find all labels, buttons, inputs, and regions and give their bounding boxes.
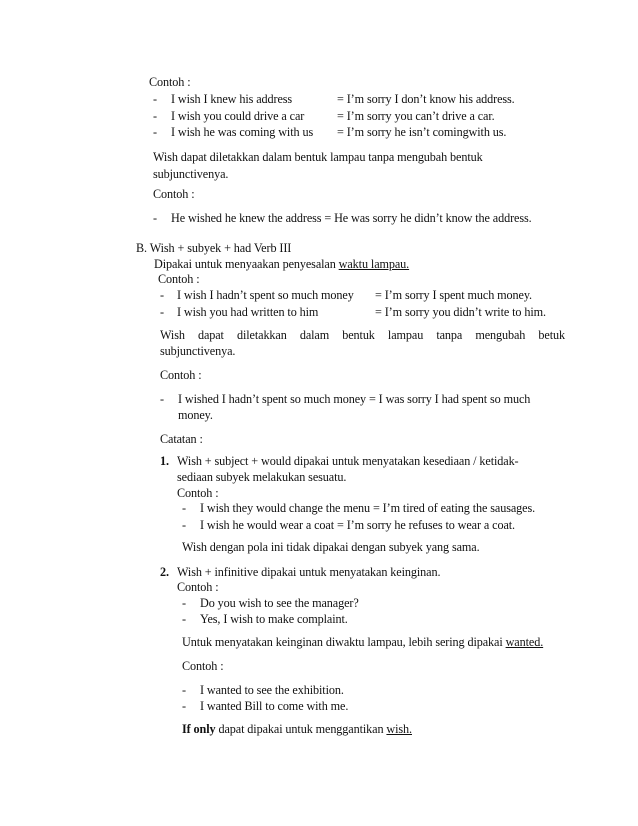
example-left: I wish I hadn’t spent so much money [177,288,354,302]
underlined-phrase: waktu lampau. [338,257,410,271]
example-sentence-cont: money. [178,408,213,422]
contoh-label: Contoh : [153,187,195,201]
contoh-label: Contoh : [177,486,219,500]
example-right: = I’m sorry you didn’t write to him. [375,305,546,319]
word: Wish [160,328,185,342]
word: betuk [538,328,565,342]
dash: - [160,305,164,319]
contoh-label: Contoh : [177,580,219,594]
catatan-title: Catatan : [160,432,203,446]
example-left: I wish you could drive a car [171,109,305,123]
dash: - [160,288,164,302]
example-sentence: I wanted Bill to come with me. [200,699,349,713]
word: lampau [387,328,424,342]
contoh-label: Contoh : [149,75,191,89]
note-text: Untuk menyatakan keinginan diwaktu lampau, lebih sering dipakai [182,635,506,649]
note-line: Wish dengan pola ini tidak dipakai dengan subyek yang sama. [182,540,480,554]
point-text: Wish + subject + would dipakai untuk menyatakan kesediaan / ketidak- [177,454,519,468]
word: tanpa [436,328,463,342]
dash: - [182,699,186,713]
contoh-label: Contoh : [182,659,224,673]
word: dapat [197,328,224,342]
note-line: Wish dapat diletakkan dalam bentuk lampau tanpa mengubah bentuk [153,150,483,164]
example-sentence: I wanted to see the exhibition. [200,683,344,697]
point-text: Wish + infinitive dipakai untuk menyatakan keinginan. [177,565,441,579]
example-sentence: I wish he would wear a coat = I’m sorry he refuses to wear a coat. [200,518,515,532]
dash: - [182,501,186,515]
example-left: I wish I knew his address [171,92,293,106]
example-left: I wish you had written to him [177,305,319,319]
underlined-word: wanted. [505,635,544,649]
section-heading: B. Wish + subyek + had Verb III [136,241,292,255]
example-right: = I’m sorry he isn’t comingwith us. [337,125,507,139]
description [154,257,409,271]
description-text: Dipakai untuk menyaakan penyesalan [154,257,339,271]
example-sentence: He wished he knew the address = He was sorry he didn’t know the address. [171,211,532,225]
dash: - [182,596,186,610]
final-note [182,722,412,736]
contoh-label: Contoh : [160,368,202,382]
example-right: = I’m sorry I don’t know his address. [337,92,515,106]
contoh-label: Contoh : [158,272,200,286]
list-number: 2. [160,565,169,579]
dash: - [182,612,186,626]
dash: - [153,109,157,123]
dash: - [153,92,157,106]
word: diletakkan [236,328,287,342]
word: dalam [299,328,330,342]
point-text-cont: sediaan subyek melakukan sesuatu. [177,470,347,484]
example-sentence: I wish they would change the menu = I’m tired of eating the sausages. [200,501,536,515]
example-right: = I’m sorry I spent much money. [375,288,532,302]
word: mengubah [475,328,526,342]
dash: - [153,125,157,139]
example-sentence: Do you wish to see the manager? [200,596,359,610]
underlined-word: wish. [386,722,412,736]
dash: - [182,518,186,532]
dash: - [153,211,157,225]
list-number: 1. [160,454,169,468]
note-line: subjunctivenya. [160,344,236,358]
note-text: dapat dipakai untuk menggantikan [215,722,387,736]
example-left: I wish he was coming with us [171,125,314,139]
example-sentence: I wished I hadn’t spent so much money = I was sorry I had spent so much [178,392,531,406]
example-sentence: Yes, I wish to make complaint. [200,612,348,626]
note-line: subjunctivenya. [153,167,229,181]
word: bentuk [342,328,375,342]
note-line [182,635,543,649]
example-right: = I’m sorry you can’t drive a car. [337,109,495,123]
dash: - [182,683,186,697]
bold-phrase: If only [182,722,216,736]
dash: - [160,392,164,406]
note-line-justified [160,328,565,342]
